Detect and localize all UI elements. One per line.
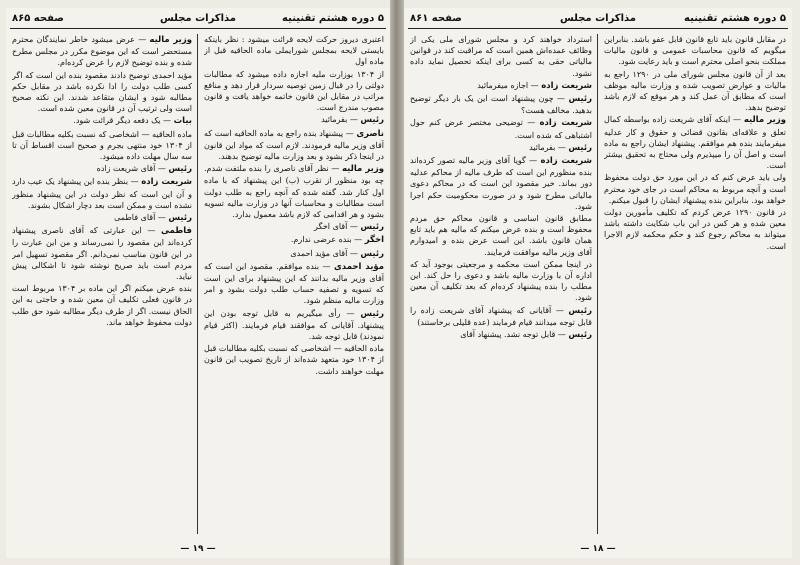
- paragraph: [604, 172, 786, 206]
- paragraph: [12, 163, 192, 175]
- speaker-name: رئیس: [168, 213, 192, 224]
- paragraph-text: مطابق قانون اساسی و قانون محاکم حق مردم محفوظ است و بنده عرض میکنم که مالیه هم باید تابع همان قانون باشد. این است عرض بنده و امیدوارم آقای وزیر مالیه موافقت فرمایند.: [410, 214, 592, 257]
- paragraph-text: بنده عرض میکنم اگر این ماده بر ۱۳۰۴ مربوط است در قانون فعلی تکلیف آن معین شده و حاجتی به این الحاق نیست. اگر از طرف دیگر مطالبه شود حق طلب دولت محفوظ خواهد ماند.: [12, 284, 192, 327]
- speaker-name: وزیر مالیه: [149, 35, 192, 45]
- paragraph: [604, 34, 786, 68]
- paragraph-text: — چون پیشنهاد است این یک بار دیگر توضیح بدهید. مخالف هست؟: [410, 94, 592, 116]
- paragraph: [410, 155, 592, 212]
- column-divider: [197, 34, 198, 534]
- speaker-name: شریعت زاده: [539, 118, 592, 129]
- paragraph-text: — آقای فاطمی: [114, 213, 166, 223]
- paragraph-text: — این عبارتی که آقای ناصری پیشنهاد کرده‌اند این مقصود را نمی‌رساند و من این عبارت را در این قانون مناسب نمی‌دانم. اگر مقصود تسهیل امر مردم است باید صریح نوشته شود تا اشکالی پیش نیاید.: [12, 226, 192, 282]
- speaker-name: شریعت زاده: [540, 156, 592, 167]
- speaker-name: شریعت زاده: [141, 177, 192, 188]
- paragraph-text: — بنده عرضی ندارم.: [290, 235, 363, 245]
- left-page-footer: — ۱۹ —: [180, 544, 216, 554]
- paragraph: [12, 34, 192, 69]
- speaker-name: ناصری: [356, 128, 384, 139]
- speaker-name: رئیس: [360, 115, 384, 126]
- paragraph-text: — یک دفعه دیگر قرائت شود.: [73, 116, 172, 126]
- paragraph: [410, 117, 592, 140]
- paragraph-text: بعد از آن قانون مجلس شورای ملی در ۱۲۹۰ راجع به مالیات و عوارض تصویب شده و وزارت مالیه موظف است که مطابق آن عمل کند و هر موقع که لازم باشد توضیح بدهد.: [604, 69, 786, 113]
- paragraph-text: — عرض میشود خاطر نمایندگان محترم مستحضر است که این موضوع مکرر در مجلس مطرح شده و بنده توضیح لازم را عرض کرده‌ام.: [12, 35, 192, 68]
- left-page: [6, 8, 390, 558]
- paragraph: [410, 34, 592, 79]
- paragraph-text: در قانون ۱۲۹۰ عرض کردم که تکلیف مأمورین دولت معین شده و هر کس در این باب شکایت داشته باشد میتواند به محاکم رجوع کند و حکم محکمه لازم الاجرا است.: [604, 208, 786, 251]
- right-page-footer: — ۱۸ —: [580, 544, 616, 554]
- paragraph-text: در اینجا ممکن است محکمه و مرجعیتی بوجود آید که اداره آن با وزارت مالیه باشد و دعوی را حل کند. این مطلب را بنده پیشنهاد کرده‌ام که بعد تکلیف آن معین شود.: [410, 259, 592, 303]
- paragraph-text: استرداد خواهند کرد و مجلس شورای ملی یکی از وظائف عمده‌اش همین است که مراقبت کند در قوانین مالیاتی حقی به کسی برای اینکه تحصیل نماید داده نشود.: [410, 35, 592, 78]
- right-page-left-column: [410, 34, 592, 534]
- paragraph: [410, 142, 592, 154]
- paragraph: [410, 329, 592, 341]
- left-header-page-number: صفحه ۸۶۵: [12, 13, 64, 24]
- column-divider: [597, 34, 598, 534]
- speaker-name: مؤید احمدی: [334, 261, 384, 272]
- paragraph: [204, 221, 384, 233]
- paragraph: [12, 225, 192, 282]
- paragraph: [204, 261, 384, 307]
- paragraph: [604, 207, 786, 252]
- paragraph: [410, 93, 592, 116]
- left-page-right-column: [204, 34, 384, 534]
- paragraph-text: — اجازه میفرمائید: [477, 80, 539, 90]
- right-header-page-number: صفحه ۸۶۱: [410, 13, 462, 24]
- paragraph-text: — آقای شریعت زاده: [96, 164, 166, 174]
- right-header-title: مذاکرات مجلس: [559, 13, 637, 24]
- paragraph-text: در مقابل قانون باید تابع قانون قابل عفو باشد. بنابراین میگویم که قانون محاسبات عمومی و قانون مالیات مملکت بنحو اصلی محترم است و باید رعایت شود.: [604, 35, 786, 67]
- paragraph-text: — بفرمائید: [529, 142, 566, 152]
- speaker-name: رئیس: [568, 305, 592, 316]
- speaker-name: فاطمی: [160, 226, 192, 237]
- speaker-name: رئیس: [360, 222, 384, 233]
- paragraph-text: مؤید احمدی توضیح دادند مقصود بنده این است که اگر کسی طلب دولت را ادا نکرده باشد در مقابل حکم مطالبه شود و ایشان متقاعد شدند. این نکته صحیح است ولی ترتیب آن در قانون معین شده است.: [12, 70, 192, 114]
- left-header-title: مذاکرات مجلس: [159, 13, 237, 24]
- paragraph: [204, 308, 384, 343]
- paragraph: [604, 69, 786, 114]
- paragraph-text: — بفرمائید: [321, 115, 358, 125]
- left-page-left-column: [12, 34, 192, 534]
- paragraph-text: — قابل توجه نشد. پیشنهاد آقای: [460, 330, 566, 340]
- paragraph-text: — آقایانی که پیشنهاد آقای شریعت زاده را قابل توجه میدانند قیام فرمایند (عده قلیلی برخاستند): [410, 305, 592, 327]
- paragraph-text: — توضیحی مختصر عرض کنم حول اشتباهی که شده است.: [410, 118, 592, 140]
- left-page-header: [10, 10, 386, 29]
- paragraph-text: — بنظر بنده این پیشنهاد یک عیب دارد و آن این است که نظر دولت در این پیشنهاد منظور نشده است و ممکن است بعد دچار اشکال بشوند.: [12, 177, 192, 210]
- paragraph-text: اعتبری دیروز حرکت لایحه قرائت میشود : نظر باینکه بایستی لایحه بمجلس شورایملی ماده الحاقیه قبل از ماده اول: [204, 35, 384, 67]
- paragraph: [12, 283, 192, 328]
- speaker-name: بیات: [173, 116, 192, 127]
- paragraph-text: — آقای مؤید احمدی: [290, 248, 358, 258]
- paragraph: [204, 163, 384, 220]
- right-page: [404, 8, 792, 558]
- speaker-name: رئیس: [568, 94, 592, 105]
- left-header-session: ۵ دوره هشتم تقنینیه: [282, 13, 384, 24]
- paragraph: [12, 212, 192, 224]
- paragraph: [204, 114, 384, 126]
- paragraph: [12, 129, 192, 163]
- paragraph: [12, 115, 192, 127]
- paragraph: [410, 259, 592, 304]
- paragraph: [604, 114, 786, 171]
- paragraph: [204, 128, 384, 163]
- paragraph-text: ماده الحاقیه — اشخاصی که نسبت بکلیه مطالبات قبل از ۱۳۰۴ خود منتهی بجرم و صحیح است اقساط آن تا سه سال مهلت داده میشود.: [12, 129, 192, 162]
- speaker-name: اخگر: [364, 235, 384, 246]
- speaker-name: رئیس: [360, 308, 384, 319]
- paragraph-text: — نظر آقای ناصری را بنده ملتفت شدم. چه بود منظور از تقرب (ب) این پیشنهاد که با ماده اول کنار شد. گفته شده که آنچه راجع به طلب دولت است مطالبات و محاسبات آنها در وزارت مالیه تسویه بشود و هر اقدامی که لازم باشد معمول بدارد.: [204, 164, 384, 220]
- speaker-name: وزیر مالیه: [743, 115, 786, 126]
- paragraph: [204, 343, 384, 377]
- right-header-session: ۵ دوره هشتم تقنینیه: [684, 13, 786, 24]
- paragraph: [12, 70, 192, 115]
- paragraph-text: ماده الحاقیه — اشخاصی که نسبت بکلیه مطالبات قبل از ۱۳۰۴ خود متعهد شده‌اند از تاریخ تصویب این قانون مهلت خواهند داشت.: [204, 344, 384, 376]
- speaker-name: رئیس: [568, 142, 592, 153]
- paragraph: [12, 176, 192, 211]
- speaker-name: رئیس: [168, 164, 192, 175]
- paragraph: [410, 213, 592, 258]
- paragraph: [410, 305, 592, 328]
- paragraph: [204, 34, 384, 68]
- paragraph-text: — پیشنهاد بنده راجع به ماده الحاقیه است که آقای وزیر مالیه فرمودند. لازم است که مواد این قانون در اینجا ذکر بشود و بعد وزارت مالیه توضیح بدهند.: [204, 128, 384, 162]
- paragraph: [204, 234, 384, 246]
- speaker-name: رئیس: [568, 330, 592, 341]
- paragraph-text: ولی باید عرض کنم که در این مورد حق دولت محفوظ است و آنچه مربوط به محاکم است در جای خود محترم خواهد بود. بنابراین بنده پیشنهاد ایشان را قبول میکنم.: [604, 173, 786, 205]
- paragraph-text: — اینکه آقای شریعت زاده بواسطه کمال تعلق و علاقه‌ای بقانون قضائی و حقوق و کار عدلیه میفرمایند بنده هم موافقم. پیشنهاد ایشان راجع به ماده است و اصل آن را میپذیرم ولی محتاج به تحقیق بیشتر است.: [604, 115, 786, 171]
- paragraph-text: از ۱۳۰۴ بوزارت ملیه اجازه داده میشود که مطالبات دولتی را در قبال زمین توصیه سردار قرار دهد و منافع مراتب در مقابل این قانون خاتمه خواهد یافت و قانون مصوب مندرج است.: [204, 69, 384, 113]
- speaker-name: شریعت زاده: [541, 80, 592, 91]
- speaker-name: رئیس: [360, 248, 384, 259]
- right-page-right-column: [604, 34, 786, 534]
- paragraph: [204, 248, 384, 260]
- right-page-header: [408, 10, 788, 29]
- book-gutter: [390, 0, 404, 565]
- paragraph-text: — رأی میگیریم به قابل توجه بودن این پیشنهاد. آقایانی که موافقند قیام فرمایند. (اکثر قیام نمودند) قابل توجه شد.: [204, 308, 384, 342]
- paragraph-text: — بنده موافقم. مقصود این است که آقای وزیر مالیه بدانند که این پیشنهاد برای این است که تسویه و تصفیه حساب طلب دولت بشود و امر وزارت مالیه منظم شود.: [204, 261, 384, 306]
- paragraph: [410, 80, 592, 92]
- paragraph-text: — آقای اخگر: [314, 222, 358, 232]
- paragraph-text: — گویا آقای وزیر مالیه تصور کرده‌اند بنده منظورم این است که طرف مالیه از محاکم عدلیه دور بماند. خیر مقصود این است که در محاکم دعوی مالیاتی مطرح شود و در صورت محکومیت حکم اجرا شود.: [410, 156, 592, 211]
- speaker-name: وزیر مالیه: [342, 164, 384, 175]
- paragraph: [204, 69, 384, 114]
